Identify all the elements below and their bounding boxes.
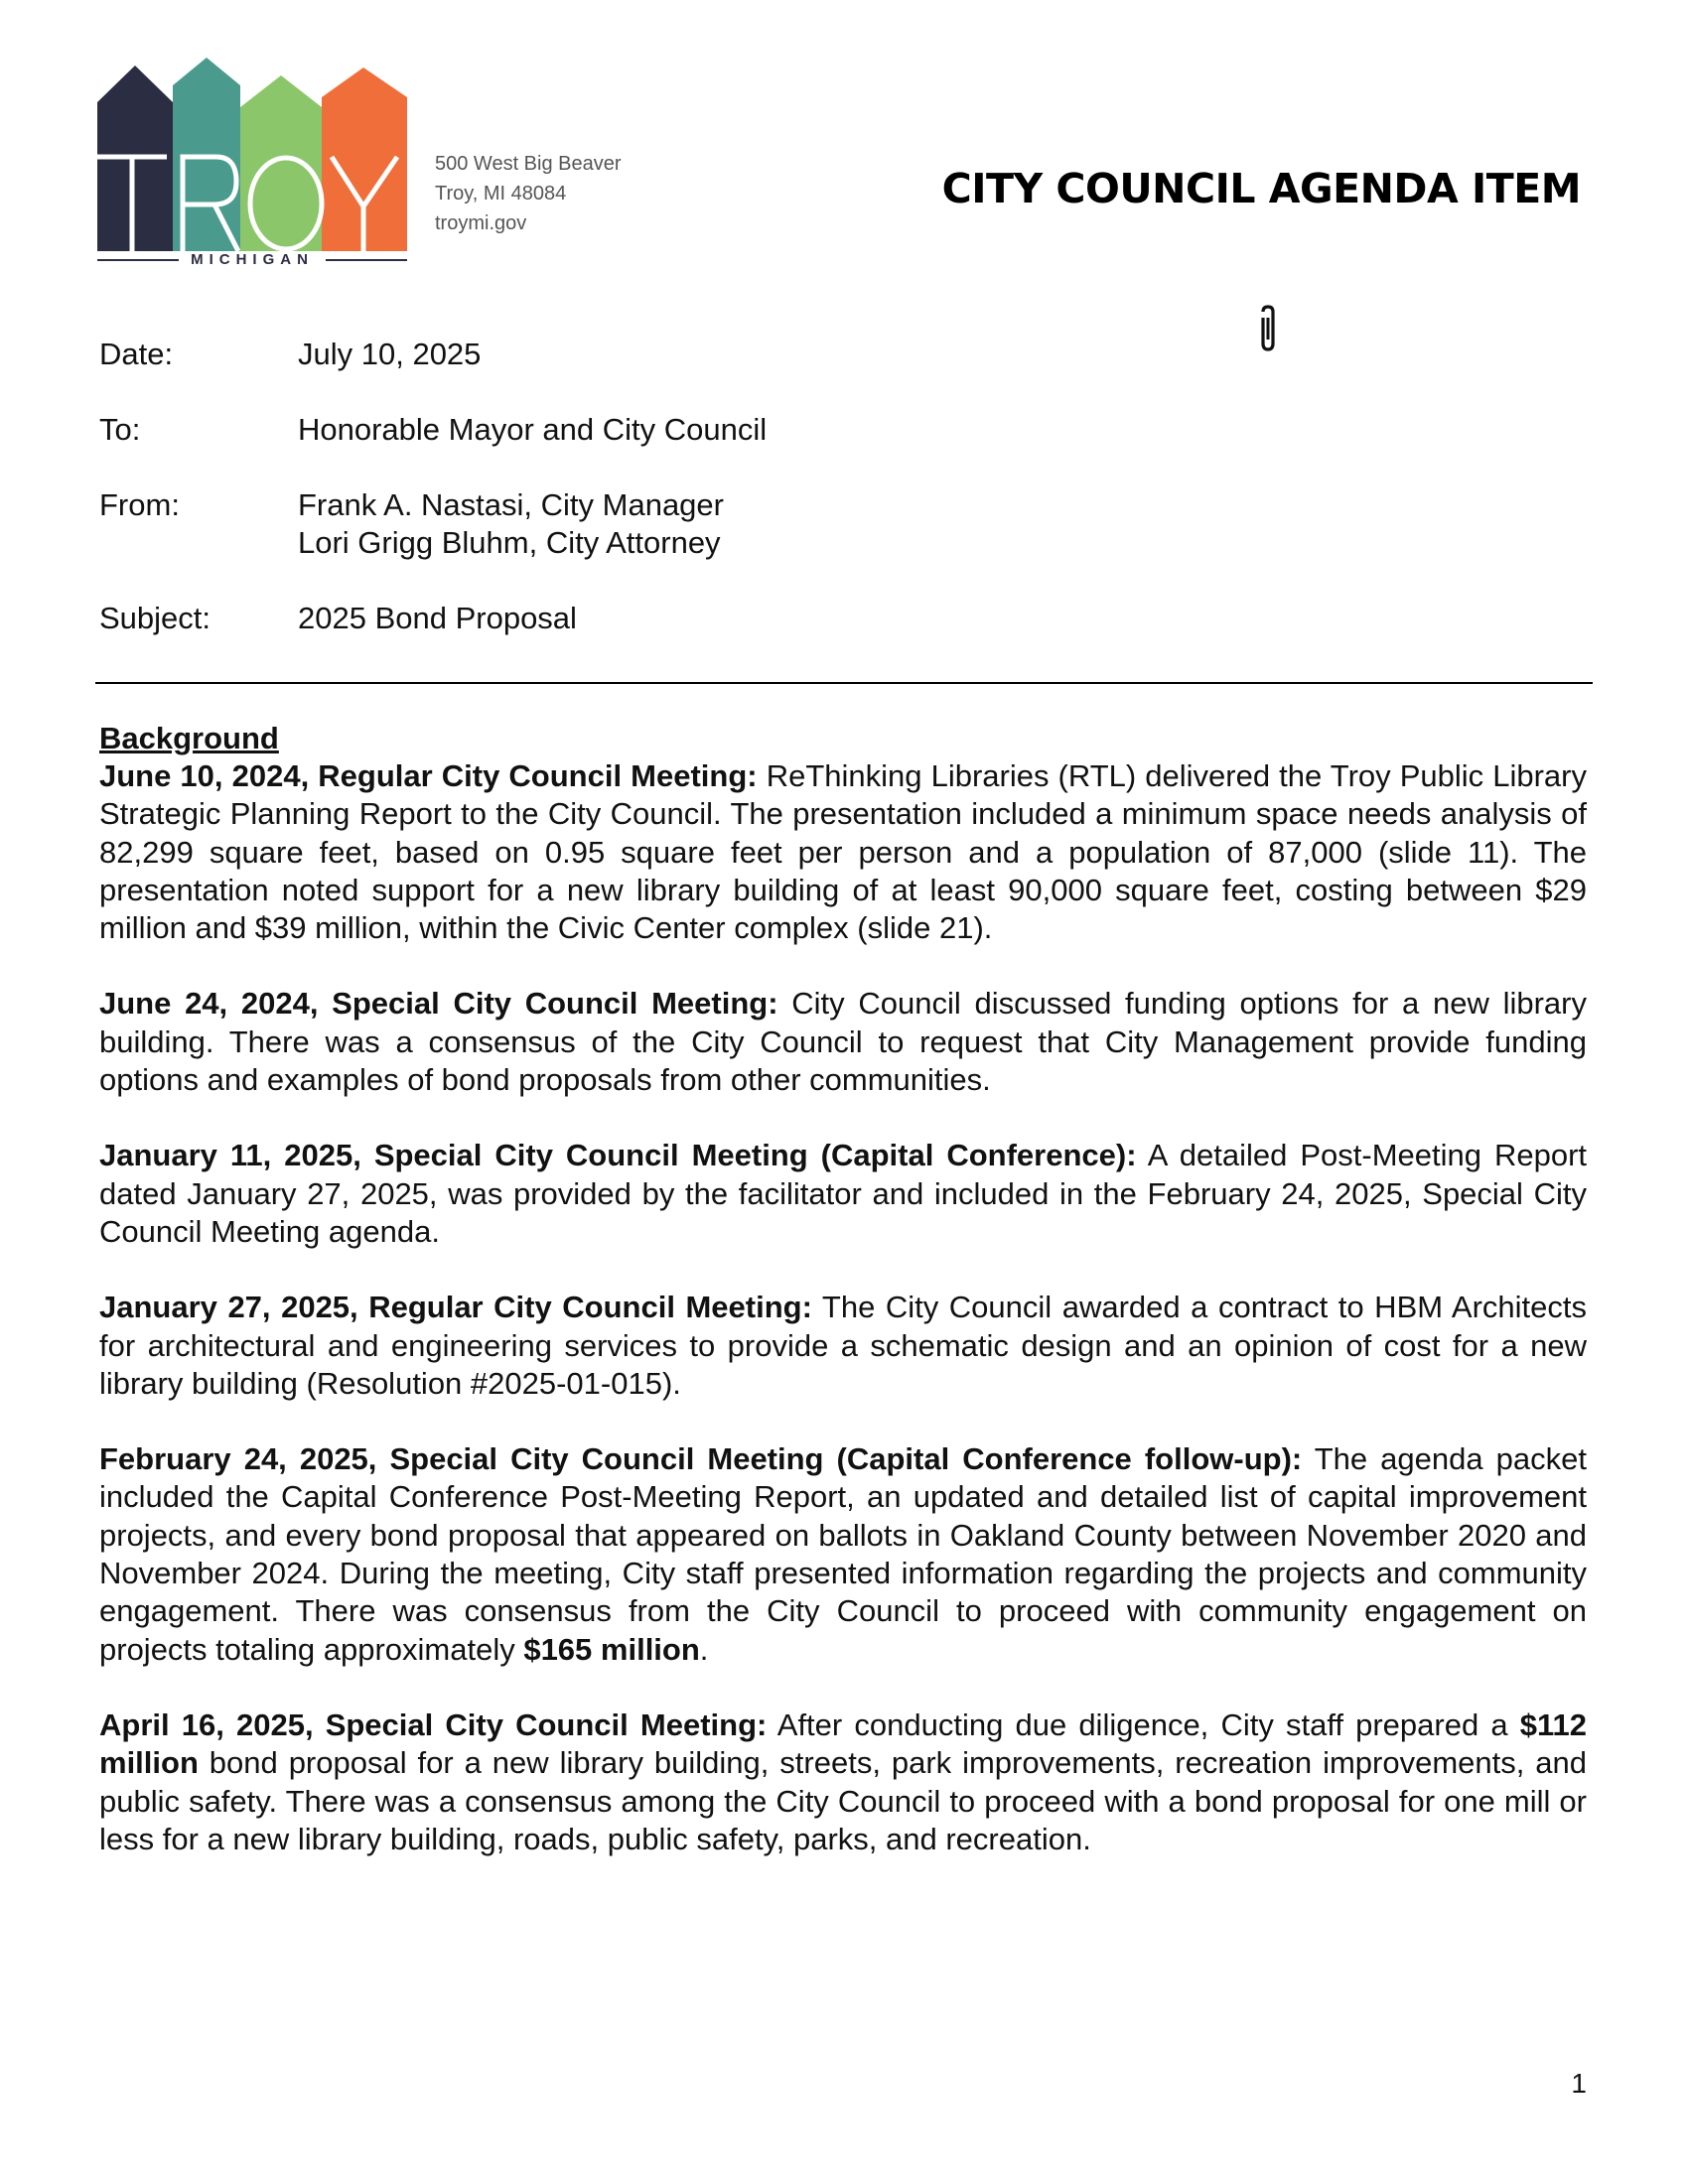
p4-body: The City Council awarded a contract to HBM Architects for architectural and engineering services to provide a schematic design and an opinion of cost for a new library building (Resolution #2025-01-015). (99, 1290, 1587, 1401)
memo-to-row (99, 411, 767, 449)
paperclip-icon[interactable] (1257, 304, 1279, 353)
paragraph-june-24-2024 (99, 985, 1587, 1099)
p4-meeting-title: January 27, 2025, Regular City Council Meeting: (99, 1290, 812, 1325)
address-website: troymi.gov (435, 212, 527, 234)
from-value-city-attorney: Lori Grigg Bluhm, City Attorney (298, 525, 721, 560)
subject-label: Subject: (99, 601, 211, 635)
troy-logo (97, 58, 407, 271)
background-section (99, 720, 1587, 1896)
p2-body: City Council discussed funding options for a new library building. There was a consensus of the City Council to request that City Management provide funding options and examples of bond proposals from other communities. (99, 986, 1587, 1098)
memo-from-row (99, 486, 767, 562)
background-heading: Background (99, 721, 279, 755)
address-street: 500 West Big Beaver (435, 153, 622, 175)
to-value: Honorable Mayor and City Council (298, 412, 768, 447)
p6-amount: $112 million (99, 1706, 1587, 1781)
troy-logo-graphic (97, 58, 407, 251)
p5-end: . (699, 1631, 709, 1667)
subject-value: 2025 Bond Proposal (298, 601, 577, 635)
p5-amount: $165 million (523, 1631, 700, 1667)
paragraph-june-10-2024 (99, 757, 1587, 947)
header-divider (95, 682, 1593, 684)
page-title: CITY COUNCIL AGENDA ITEM (941, 165, 1581, 212)
p5-body: The agenda packet included the Capital Conference Post-Meeting Report, an updated and detailed list of capital improvement projects, and every bond proposal that appeared on ballots in Oakland County between November 2020 and November 2024. During the meeting, City staff presented information regarding the projects and community engagement. There was consensus from the City Council to proceed with community engagement on projects totaling approximately (99, 1441, 1587, 1667)
p6-meeting-title: April 16, 2025, Special City Council Meeting: (99, 1706, 768, 1742)
memo-date-row (99, 336, 767, 373)
p3-meeting-title: January 11, 2025, Special City Council Meeting (Capital Conference): (99, 1138, 1137, 1173)
date-value: July 10, 2025 (298, 337, 482, 371)
logo-michigan-text: MICHIGAN (191, 251, 314, 268)
p1-body: ReThinking Libraries (RTL) delivered the Troy Public Library Strategic Planning Report to the City Council. The presentation included a minimum space needs analysis of 82,299 square feet, based on 0.95 square feet per person and a population of 87,000 (slide 11). The presentation noted support for a new library building of at least 90,000 square feet, costing between $29 million and $39 million, within the Civic Center complex (slide 21). (99, 758, 1587, 946)
memo-subject-row (99, 600, 767, 637)
date-label: Date: (99, 337, 174, 371)
p1-meeting-title: June 10, 2024, Regular City Council Meeting: (99, 758, 758, 793)
p6-body: After conducting due diligence, City staff prepared a (767, 1706, 1520, 1742)
to-label: To: (99, 412, 141, 447)
paragraph-april-16-2025 (99, 1706, 1587, 1858)
address-city: Troy, MI 48084 (435, 183, 567, 205)
paragraph-february-24-2025 (99, 1440, 1587, 1669)
memo-header (99, 336, 767, 675)
from-label: From: (99, 487, 180, 522)
p5-meeting-title: February 24, 2025, Special City Council Meeting (Capital Conference follow-up): (99, 1441, 1303, 1477)
city-address (435, 149, 622, 238)
p2-meeting-title: June 24, 2024, Special City Council Meeting: (99, 986, 778, 1022)
page-number: 1 (1571, 2068, 1587, 2099)
p3-body: A detailed Post-Meeting Report dated January 27, 2025, was provided by the facilitator and included in the February 24, 2025, Special City Council Meeting agenda. (99, 1138, 1588, 1249)
paragraph-january-11-2025 (99, 1137, 1587, 1251)
paragraph-january-27-2025 (99, 1289, 1587, 1403)
logo-subtitle (97, 251, 407, 268)
p6-body-continued: bond proposal for a new library building, streets, park improvements, recreation improvements, and public safety. There was a consensus among the City Council to proceed with a bond proposal for one mill or less for a new library building, roads, public safety, parks, and recreation. (99, 1745, 1587, 1856)
from-value-city-manager: Frank A. Nastasi, City Manager (298, 487, 724, 522)
